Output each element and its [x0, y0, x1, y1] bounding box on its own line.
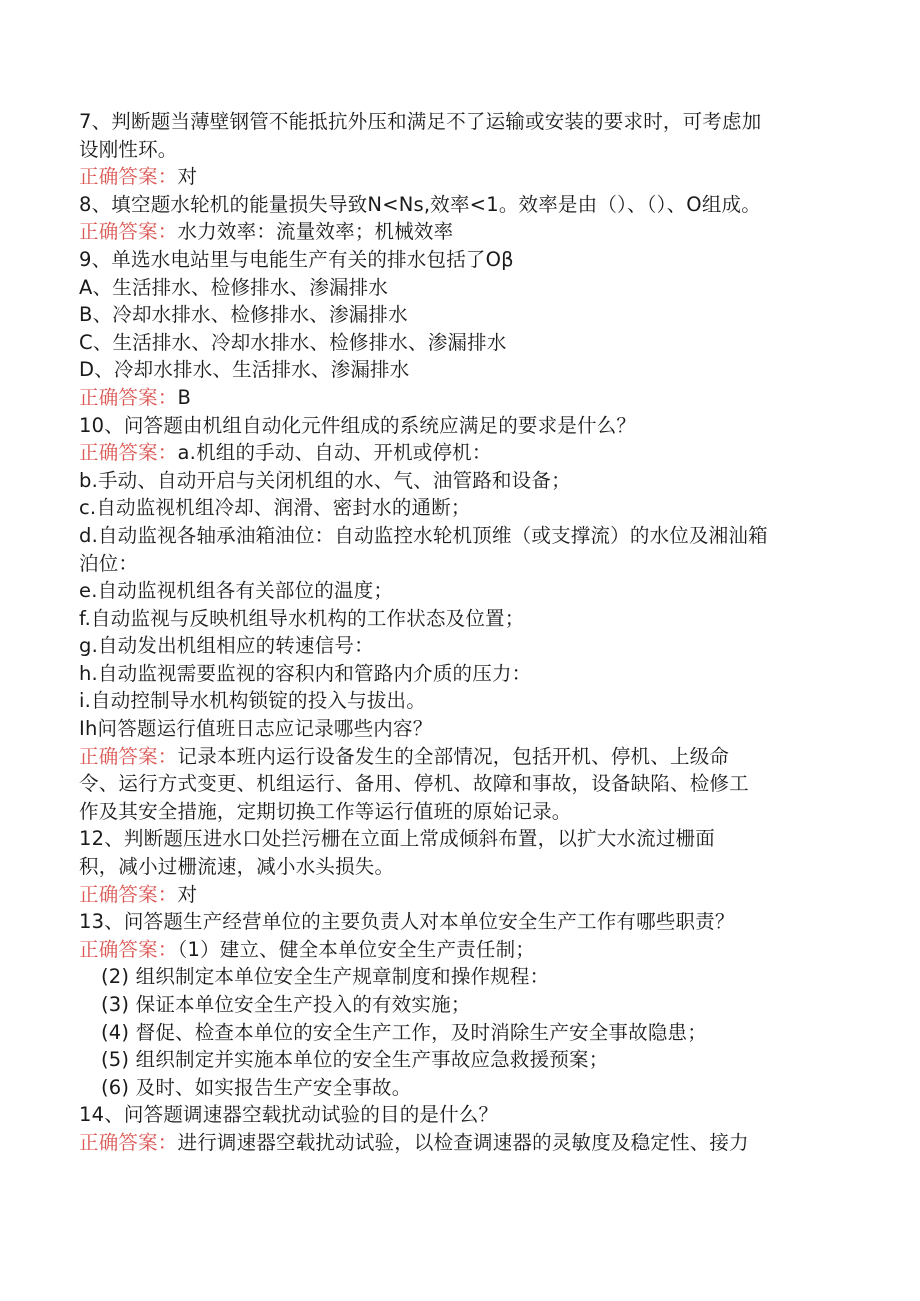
question-12-line-2: 积，减小过栅流速，减小水头损失。 [79, 855, 395, 879]
answer-7-text: 对 [177, 165, 198, 189]
answer-13-text: （1）建立、健全本单位安全生产责任制； [177, 937, 535, 961]
answer-10-item-e: e.自动监视机组各有关部位的温度； [79, 579, 394, 603]
answer-13-item-4: (4) 督促、检查本单位的安全生产工作，及时消除生产安全事故隐患； [101, 1020, 707, 1044]
answer-10 [79, 439, 839, 467]
answer-label: 正确答案： [79, 937, 178, 961]
answer-10-item-i: i.自动控制导水机构锁锭的投入与拔出。 [79, 689, 426, 713]
answer-13-item-2: (2) 组织制定本单位安全生产规章制度和操作规程： [101, 965, 550, 989]
question-8-line-1: 8、填空题水轮机的能量损失导致N<Ns,效率<1。效率是由（）、（）、O组成。 [79, 192, 761, 216]
answer-8 [79, 218, 839, 246]
answer-label: 正确答案： [79, 1130, 178, 1154]
question-13-line-1: 13、问答题生产经营单位的主要负责人对本单位安全生产工作有哪些职责？ [79, 910, 735, 934]
answer-label: 正确答案： [79, 220, 178, 244]
answer-10-item-f: f.自动监视与反映机组导水机构的工作状态及位置； [79, 606, 525, 630]
answer-13-item-3: (3) 保证本单位安全生产投入的有效实施； [101, 993, 471, 1016]
answer-10-item-g: g.自动发出机组相应的转速信号： [79, 634, 374, 658]
answer-13-item-5: (5) 组织制定并实施本单位的安全生产事故应急救援预案； [101, 1048, 609, 1072]
answer-label: 正确答案： [79, 441, 178, 465]
question-7-line-2: 设刚性环。 [79, 137, 178, 161]
answer-10-item-d: d.自动监视各轴承油箱油位：自动监控水轮机顶维（或支撑流）的水位及湘汕箱 [79, 523, 768, 547]
answer-13-item-6: (6) 及时、如实报告生产安全事故。 [101, 1075, 412, 1099]
answer-9-text: B [177, 385, 192, 409]
question-11-line-1: Ih问答题运行值班日志应记录哪些内容？ [79, 717, 433, 741]
answer-label: 正确答案： [79, 165, 178, 189]
question-14-line-1: 14、问答题调速器空载扰动试验的目的是什么？ [79, 1103, 499, 1127]
answer-9 [79, 384, 839, 412]
answer-7 [79, 163, 839, 191]
answer-10-item-c: c.自动监视机组冷却、润滑、密封水的通断； [79, 496, 471, 520]
question-12-line-1: 12、判断题压进水口处拦污栅在立面上常成倾斜布置，以扩大水流过栅面 [79, 827, 715, 851]
option-a: A、生活排水、检修排水、渗漏排水 [79, 275, 389, 299]
answer-8-text: 水力效率：流量效率；机械效率 [177, 220, 454, 244]
question-7-line-1: 7、判断题当薄壁钢管不能抵抗外压和满足不了运输或安装的要求时，可考虑加 [79, 110, 762, 133]
option-b: B、冷却水排水、检修排水、渗漏排水 [79, 303, 408, 327]
question-9-line-1: 9、单选水电站里与电能生产有关的排水包括了Oβ [79, 247, 514, 271]
answer-10-item-h: h.自动监视需要监视的容积内和管路内介质的压力： [79, 661, 532, 685]
answer-14-text: 进行调速器空载扰动试验，以检查调速器的灵敏度及稳定性、接力 [177, 1130, 749, 1154]
answer-11-line-3: 作及其安全措施，定期切换工作等运行值班的原始记录。 [79, 799, 572, 823]
answer-12-text: 对 [177, 882, 198, 906]
answer-label: 正确答案： [79, 744, 178, 768]
option-c: C、生活排水、冷却水排水、检修排水、渗漏排水 [79, 330, 507, 354]
answer-14 [79, 1129, 839, 1157]
answer-12 [79, 881, 839, 909]
answer-11-line-2: 令、运行方式变更、机组运行、备用、停机、故障和事故，设备缺陷、检修工 [79, 772, 749, 796]
question-10-line-1: 10、问答题由机组自动化元件组成的系统应满足的要求是什么？ [79, 413, 637, 437]
document-page [79, 108, 839, 1157]
answer-label: 正确答案： [79, 882, 178, 906]
answer-10-item-b: b.手动、自动开启与关闭机组的水、气、油管路和设备； [79, 468, 571, 492]
answer-11 [79, 743, 839, 771]
answer-10-item-d-cont: 泊位： [79, 551, 139, 575]
answer-13 [79, 936, 839, 964]
answer-11-text: 记录本班内运行设备发生的全部情况，包括开机、停机、上级命 [177, 744, 730, 768]
option-d: D、冷却水排水、生活排水、渗漏排水 [79, 358, 410, 382]
answer-10-text: a.机组的手动、自动、开机或停机： [177, 441, 492, 465]
answer-label: 正确答案： [79, 385, 178, 409]
